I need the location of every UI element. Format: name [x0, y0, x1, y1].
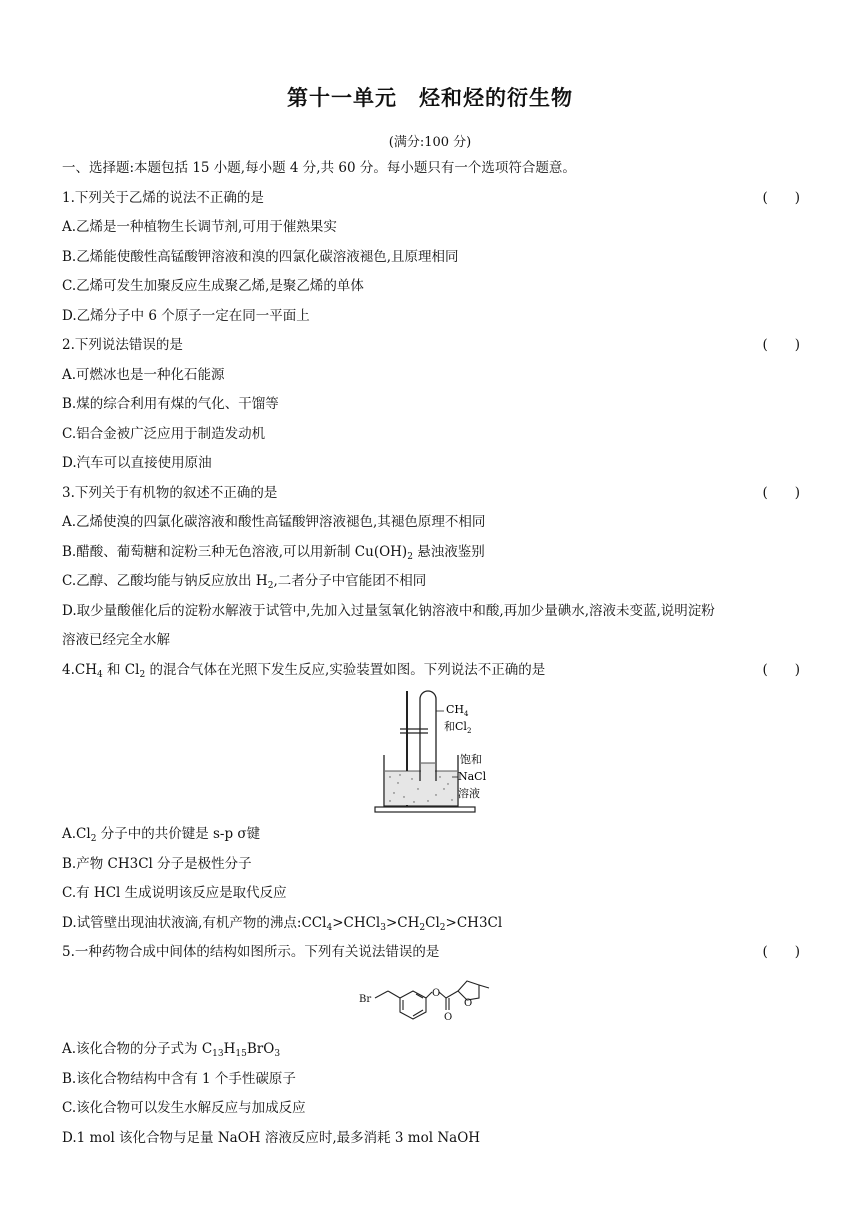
q4-option-d: D.试管壁出现油状液滴,有机产物的沸点$:CCl_4>CHCl_3>CH_2Cl_2>CH3Cl$	[62, 915, 503, 933]
q1-option-d: D.乙烯分子中 6 个原子一定在同一平面上	[62, 308, 310, 324]
q2-option-b: B.煤的综合利用有煤的气化、干馏等	[62, 396, 279, 412]
gas-label-line1: $CH_4$	[446, 703, 469, 718]
instructions: 一、选择题:本题包括 15 小题,每小题 4 分,共 60 分。每小题只有一个选项符合题意。	[62, 160, 576, 176]
q3-option-c: C.乙醇、乙酸均能与钠反应放出 $H_2$,二者分子中官能团不相同	[62, 573, 427, 591]
q5-option-c: C.该化合物可以发生水解反应与加成反应	[62, 1100, 306, 1116]
q4-stem: $4.CH_4$ 和 $Cl_2$ 的混合气体在光照下发生反应,实验装置如图。下列说法不正确的是	[62, 662, 546, 680]
solution-label-line3: 溶液	[458, 787, 480, 800]
solution-label-line1: 饱和	[460, 753, 482, 766]
q5-option-d: D.1 mol 该化合物与足量 NaOH 溶液反应时,最多消耗 3 mol NaOH	[62, 1130, 481, 1146]
q1-option-c: C.乙烯可发生加聚反应生成聚乙烯,是聚乙烯的单体	[62, 278, 364, 294]
atom-ester-o: O	[432, 988, 441, 999]
q2-option-d: D.汽车可以直接使用原油	[62, 455, 212, 471]
page-subtitle: (满分:100 分)	[388, 135, 472, 150]
q5-structure-diagram	[355, 970, 520, 1028]
q5-option-b: B.该化合物结构中含有 1 个手性碳原子	[62, 1071, 296, 1087]
atom-carbonyl-o: O	[444, 1012, 453, 1023]
q5-option-a: A.该化合物的分子式为 $C_{13}H_{15}BrO_3$	[62, 1041, 281, 1059]
q2-answer-bracket: ( )	[762, 337, 800, 353]
q4-option-c: C.有 HCl 生成说明该反应是取代反应	[62, 885, 287, 901]
q4-option-a: $A.Cl_2$ 分子中的共价键是 s-p σ键	[62, 826, 261, 844]
q3-option-d-line2: 溶液已经完全水解	[62, 632, 170, 648]
q2-option-c: C.铝合金被广泛应用于制造发动机	[62, 426, 266, 442]
q5-stem: 5.一种药物合成中间体的结构如图所示。下列有关说法错误的是	[62, 944, 440, 960]
q2-option-a: A.可燃冰也是一种化石能源	[62, 367, 225, 383]
q3-stem: 3.下列关于有机物的叙述不正确的是	[62, 485, 278, 501]
q5-answer-bracket: ( )	[762, 944, 800, 960]
q4-answer-bracket: ( )	[762, 662, 800, 678]
q1-option-b: B.乙烯能使酸性高锰酸钾溶液和溴的四氯化碳溶液褪色,且原理相同	[62, 249, 459, 265]
q3-option-a: A.乙烯使溴的四氯化碳溶液和酸性高锰酸钾溶液褪色,其褪色原理不相同	[62, 514, 486, 530]
atom-br: Br	[359, 994, 372, 1005]
q4-apparatus-diagram	[370, 685, 490, 820]
q4-option-b: B.产物 CH3Cl 分子是极性分子	[62, 856, 252, 872]
q3-option-d-line1: D.取少量酸催化后的淀粉水解液于试管中,先加入过量氢氧化钠溶液中和酸,再加少量碘水,溶液未变蓝,说明淀粉	[62, 603, 715, 619]
q1-stem: 1.下列关于乙烯的说法不正确的是	[62, 190, 264, 206]
gas-label-line2: 和$Cl_2$	[444, 720, 472, 735]
solution-label-line2: NaCl	[458, 770, 487, 783]
q1-answer-bracket: ( )	[762, 190, 800, 206]
q2-stem: 2.下列说法错误的是	[62, 337, 183, 353]
q1-option-a: A.乙烯是一种植物生长调节剂,可用于催熟果实	[62, 219, 337, 235]
page-title: 第十一单元 烃和烃的衍生物	[287, 86, 573, 110]
atom-ring-o: O	[464, 998, 473, 1009]
q3-answer-bracket: ( )	[762, 485, 800, 501]
q3-option-b: B.醋酸、葡萄糖和淀粉三种无色溶液,可以用新制 $Cu(OH)_2$ 悬浊液鉴别	[62, 544, 485, 562]
